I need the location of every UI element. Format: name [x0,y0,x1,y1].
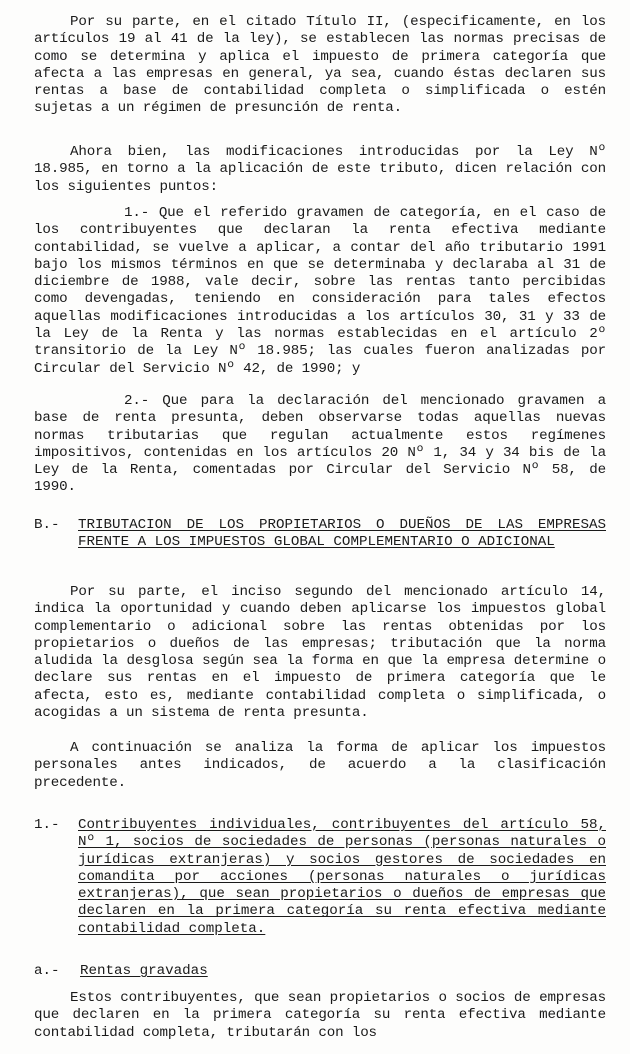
section-1-title: Contribuyentes individuales, contribuyentes del artículo 58, Nº 1, socios de sociedades de personas (personas naturales o jurídicas extranjeras) y socios gestores de sociedades en comandita por acciones (personas naturales o jurídicas extranjeras), que sean propietarios o dueños de empresas que declaren en la primera categoría su renta efectiva mediante contabilidad completa. [78,817,606,937]
section-a-marker: a.- [34,963,60,979]
paragraph-point-2: 2.- Que para la declaración del mencionado gravamen a base de renta presunta, deben observarse todas aquellas nuevas normas tributarias que regulan actualmente estos regímenes impositivos, contenidas en los artículos 20 Nº 1, 34 y 34 bis de la Ley de la Renta, comentadas por Circular del Servicio Nº 58, de 1990. [34,393,606,496]
paragraph-a-continuacion: A continuación se analiza la forma de aplicar los impuestos personales antes indicados, de acuerdo a la clasificación precedente. [34,740,606,791]
section-b-title: TRIBUTACION DE LOS PROPIETARIOS O DUEÑOS DE LAS EMPRESAS FRENTE A LOS IMPUESTOS GLOBAL COMPLEMENTARIO O ADICIONAL [78,517,606,551]
paragraph-estos-contribuyentes: Estos contribuyentes, que sean propietarios o socios de empresas que declaren en la primera categoría su renta efectiva mediante contabilidad completa, tributarán con los [34,990,606,1041]
paragraph-point-1: 1.- Que el referido gravamen de categoría, en el caso de los contribuyentes que declaran la renta efectiva mediante contabilidad, se vuelve a aplicar, a contar del año tributario 1991 bajo los mismos términos en que se determinaba y declaraba al 31 de diciembre de 1988, vale decir, sobre las rentas tanto percibidas como devengadas, teniendo en consideración para tales efectos aquellas modificaciones introducidas a los artículos 30, 31 y 33 de la Ley de la Renta y las normas establecidas en el artículo 2º transitorio de la Ley Nº 18.985; las cuales fueron analizadas por Circular del Servicio Nº 42, de 1990; y [34,205,606,377]
paragraph-ley-18985: Ahora bien, las modificaciones introducidas por la Ley Nº 18.985, en torno a la aplicación de este tributo, dicen relación con los siguientes puntos: [34,144,606,195]
section-1-marker: 1.- [34,817,60,833]
paragraph-inciso-segundo: Por su parte, el inciso segundo del mencionado artículo 14, indica la oportunidad y cuando deben aplicarse los impuestos global complementario o adicional sobre las rentas obtenidas por los propietarios o dueños de las empresas; tributación que la norma aludida la desglosa según sea la forma en que la empresa determine o declare sus rentas en el impuesto de primera categoría que le afecta, esto es, mediante contabilidad completa o simplificada, o acogidas a un sistema de renta presunta. [34,584,606,722]
section-b-marker: B.- [34,517,60,533]
paragraph-titulo-ii: Por su parte, en el citado Título II, (especificamente, en los artículos 19 al 41 de la ley), se establecen las normas precisas de como se determina y aplica el impuesto de primera categoría que afecta a las empresas en general, ya sea, cuando éstas declaren sus rentas a base de contabilidad completa o simplificada o estén sujetas a un régimen de presunción de renta. [34,14,606,117]
section-a-title: Rentas gravadas [80,963,208,979]
